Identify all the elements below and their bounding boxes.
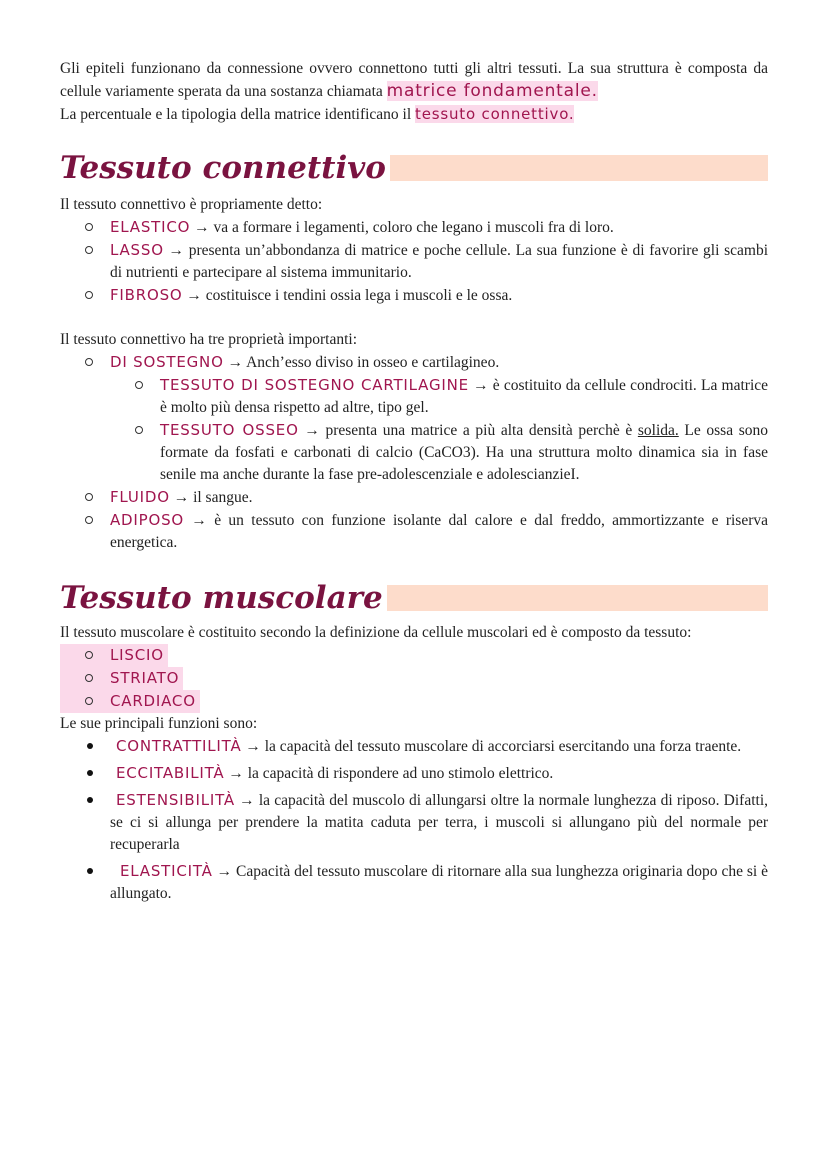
- item-text-2: Le ossa sono formate da fosfati e carbonati di calcio (CaCO3). Ha una struttura molto dinamica sia in fase senile ma anche durante la fase pre-adolescenziale e adolescianzieI.: [160, 422, 769, 483]
- item-text: → la capacità di rispondere ad uno stimolo elettrico.: [228, 765, 554, 782]
- highlight-row: [60, 644, 168, 667]
- item-text: → è costituito da cellule condrociti. La matrice è molto più densa rispetto ad altre, tipo gel.: [160, 377, 769, 416]
- item-text: → va a formare i legamenti, coloro che legano i muscoli fra di loro.: [194, 219, 614, 236]
- list-item: [60, 239, 768, 284]
- heading-tessuto-muscolare: [60, 578, 768, 618]
- connettivo-types-list: [60, 216, 768, 307]
- term: ELASTICITÀ: [120, 862, 213, 880]
- term: CONTRATTILITÀ: [116, 737, 242, 755]
- item-text: → presenta un’abbondanza di matrice e poche cellule. La sua funzione è di favorire gli scambi di nutrienti e partecipare al sistema immunitario.: [110, 242, 768, 281]
- term: ECCITABILITÀ: [116, 764, 225, 782]
- list-item: [60, 667, 768, 690]
- muscolare-kinds-list: [60, 644, 768, 713]
- intro-paragraph-2: [60, 103, 768, 126]
- term: LISCIO: [110, 646, 164, 664]
- highlight-row: [60, 690, 200, 713]
- list-item: [60, 735, 768, 758]
- term: LASSO: [110, 241, 164, 259]
- heading-text: Tessuto connettivo: [60, 150, 386, 186]
- item-text: → Anch’esso diviso in osseo e cartilagineo.: [227, 354, 500, 371]
- term: FIBROSO: [110, 286, 183, 304]
- intro-text-2: La percentuale e la tipologia della matrice identificano il: [60, 106, 412, 123]
- list-item: [60, 216, 768, 239]
- term: TESSUTO DI SOSTEGNO CARTILAGINE: [160, 376, 469, 394]
- props-list: [60, 351, 768, 554]
- list-item: [60, 860, 768, 905]
- list-item: [60, 419, 768, 486]
- term: TESSUTO OSSEO: [160, 421, 299, 439]
- item-text: → è un tessuto con funzione isolante dal calore e dal freddo, ammortizzante e riserva energetica.: [110, 512, 768, 551]
- functions-list: [60, 735, 768, 905]
- term-tessuto-connettivo: tessuto connettivo.: [415, 105, 575, 123]
- term-matrice-fondamentale: matrice fondamentale.: [386, 81, 598, 101]
- list-item: [60, 284, 768, 307]
- term: FLUIDO: [110, 488, 170, 506]
- item-text: → costituisce i tendini ossia lega i muscoli e le ossa.: [186, 287, 513, 304]
- item-text: → presenta una matrice a più alta densità perchè è: [304, 422, 633, 439]
- term: CARDIACO: [110, 692, 196, 710]
- heading-text: Tessuto muscolare: [60, 580, 383, 616]
- term: ELASTICO: [110, 218, 191, 236]
- list-item: [60, 690, 768, 713]
- functions-lead: Le sue principali funzioni sono:: [60, 715, 258, 732]
- list-item: [60, 789, 768, 856]
- list-item: [60, 374, 768, 419]
- item-text: → la capacità del muscolo di allungarsi oltre la normale lunghezza di riposo. Difatti, se ci si allunga per prendere la matita caduta per terra, i muscoli si allungano più del normale per recuperarla: [110, 792, 768, 853]
- list-item: [60, 762, 768, 785]
- highlight-row: [60, 667, 183, 690]
- list-item: [60, 351, 768, 374]
- muscolare-lead: Il tessuto muscolare è costituito secondo la definizione da cellule muscolari ed è composto da tessuto:: [60, 624, 692, 641]
- heading-highlight-bar: [387, 585, 768, 611]
- heading-highlight-bar: [390, 155, 768, 181]
- list-item: [60, 644, 768, 667]
- list-item: [60, 509, 768, 554]
- props-lead: Il tessuto connettivo ha tre proprietà importanti:: [60, 331, 358, 348]
- heading-tessuto-connettivo: [60, 148, 768, 188]
- item-text: → Capacità del tessuto muscolare di ritornare alla sua lunghezza originaria dopo che si è allungato.: [110, 863, 769, 902]
- intro-text: Gli epiteli funzionano da connessione ovvero connettono tutti gli altri tessuti. La sua struttura è composta da cellule variamente sperata da una sostanza chiamata: [60, 60, 768, 100]
- term: STRIATO: [110, 669, 180, 687]
- document-page: [60, 58, 768, 905]
- intro-paragraph: [60, 58, 768, 103]
- item-text: → la capacità del tessuto muscolare di accorciarsi esercitando una forza traente.: [245, 738, 742, 755]
- item-text: → il sangue.: [173, 489, 253, 506]
- connettivo-lead: Il tessuto connettivo è propriamente detto:: [60, 196, 323, 213]
- term: ESTENSIBILITÀ: [116, 791, 235, 809]
- underlined-word: solida.: [637, 422, 679, 439]
- term: ADIPOSO: [110, 511, 185, 529]
- term: DI SOSTEGNO: [110, 353, 224, 371]
- list-item: [60, 486, 768, 509]
